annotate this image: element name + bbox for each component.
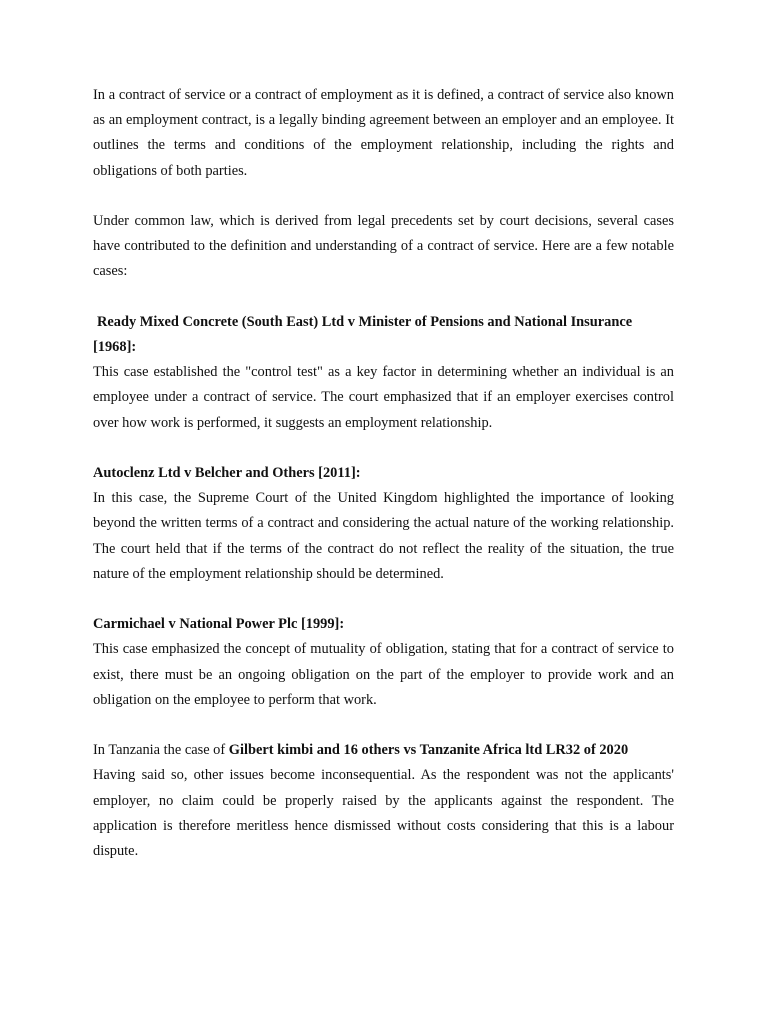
tanzania-case-name: Gilbert kimbi and 16 others vs Tanzanite Africa ltd LR32 of 2020 [228, 742, 629, 759]
case-section-2 [93, 461, 674, 587]
case-body: This case emphasized the concept of mutuality of obligation, stating that for a contract of service to exist, there must be an ongoing obligation on the part of the employer to provide work and an obligation on the employee to perform that work. [93, 641, 674, 708]
case-body: In this case, the Supreme Court of the United Kingdom highlighted the importance of looking beyond the written terms of a contract and considering the actual nature of the working relationship. The court held that if the terms of the contract do not reflect the reality of the situation, the true nature of the employment relationship should be determined. [93, 490, 674, 582]
case-section-1 [93, 310, 674, 436]
document-page [93, 83, 674, 889]
case-body: This case established the "control test" as a key factor in determining whether an individual is an employee under a contract of service. The court emphasized that if an employer exercises control over how work is performed, it suggests an employment relationship. [93, 364, 674, 431]
case-heading: Autoclenz Ltd v Belcher and Others [2011]: [93, 465, 361, 481]
tanzania-heading [93, 738, 674, 763]
tanzania-prefix: In Tanzania the case of [93, 742, 229, 759]
case-heading: Carmichael v National Power Plc [1999]: [93, 616, 345, 633]
case-heading-text: Ready Mixed Concrete (South East) Ltd v Minister of Pensions and National Insurance [1968]: [93, 313, 633, 355]
tanzania-body: Having said so, other issues become inconsequential. As the respondent was not the applicants' employer, no claim could be properly raised by the applicants against the respondent. The application is therefore meritless hence dismissed without costs considering that this is a labour dispute. [93, 767, 674, 860]
intro-paragraph-2: Under common law, which is derived from legal precedents set by court decisions, several cases have contributed to the definition and understanding of a contract of service. Here are a few notable cases: [93, 213, 674, 280]
intro-paragraph-1: In a contract of service or a contract of employment as it is defined, a contract of service also known as an employment contract, is a legally binding agreement between an employer and an employee. It outlines the terms and conditions of the employment relationship, including the rights and obligations of both parties. [93, 87, 674, 179]
tanzania-section [93, 738, 674, 864]
case-section-3 [93, 612, 674, 713]
case-heading [93, 310, 674, 360]
